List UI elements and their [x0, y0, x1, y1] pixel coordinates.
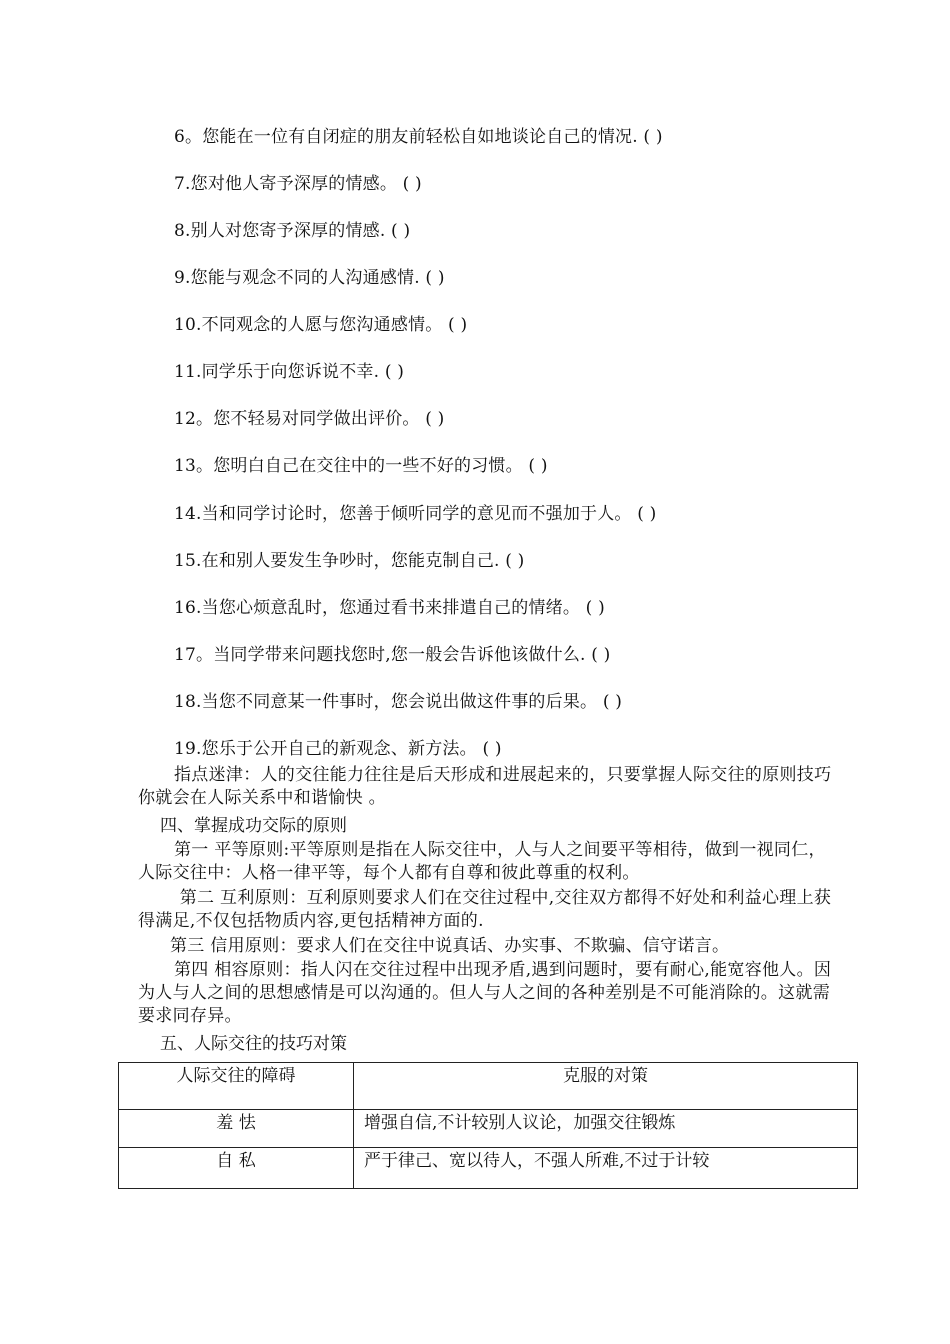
question-17: 17。当同学带来问题找您时,您一般会告诉他该做什么. ( ): [174, 645, 611, 665]
principle-3: [138, 935, 838, 958]
question-19: 19.您乐于公开自己的新观念、新方法。 ( ): [174, 739, 502, 759]
guidance-text: 指点迷津：人的交往能力往往是后天形成和进展起来的，只要掌握人际交往的原则技巧你就会在人际关系中和谐愉快 。: [138, 765, 832, 808]
strategy-cell: 严于律己、宽以待人，不强人所难,不过于计较: [354, 1148, 858, 1189]
table-row: [119, 1110, 858, 1148]
obstacle-cell: 自 私: [119, 1148, 354, 1189]
table-row: [119, 1148, 858, 1189]
question-12: 12。您不轻易对同学做出评价。 ( ): [174, 409, 445, 429]
question-9: 9.您能与观念不同的人沟通感情. ( ): [174, 268, 445, 288]
principle-3-text: 第三 信用原则：要求人们在交往中说真话、办实事、不欺骗、信守诺言。: [170, 936, 730, 956]
obstacle-cell: 羞 怯: [119, 1110, 354, 1148]
question-14: 14.当和同学讨论时，您善于倾听同学的意见而不强加于人。 ( ): [174, 504, 657, 524]
guidance-paragraph: [138, 764, 838, 810]
principle-2-text: 第二 互利原则：互利原则要求人们在交往过程中,交往双方都得不好处和利益心理上获得满足,不仅包括物质内容,更包括精神方面的.: [138, 888, 832, 931]
strategy-cell: 增强自信,不计较别人议论，加强交往锻炼: [354, 1110, 858, 1148]
question-6: 6。您能在一位有自闭症的朋友前轻松自如地谈论自己的情况. ( ): [174, 127, 663, 147]
section-4-heading: 四、掌握成功交际的原则: [160, 816, 347, 836]
table-header-row: [119, 1063, 858, 1110]
principle-2: [138, 887, 838, 933]
principle-4-text: 第四 相容原则：指人闪在交往过程中出现矛盾,遇到问题时，要有耐心,能宽容他人。因为人与人之间的思想感情是可以沟通的。但人与人之间的各种差别是不可能消除的。这就需要求同存异。: [138, 960, 832, 1026]
header-obstacle: 人际交往的障碍: [119, 1063, 354, 1110]
principle-1-text: 第一 平等原则:平等原则是指在人际交往中，人与人之间要平等相待，做到一视同仁，人际交往中：人格一律平等，每个人都有自尊和彼此尊重的权利。: [138, 840, 826, 883]
question-13: 13。您明白自己在交往中的一些不好的习惯。 ( ): [174, 456, 548, 476]
principle-1: [138, 839, 838, 885]
question-15: 15.在和别人要发生争吵时，您能克制自己. ( ): [174, 551, 525, 571]
question-8: 8.别人对您寄予深厚的情感. ( ): [174, 221, 411, 241]
question-18: 18.当您不同意某一件事时，您会说出做这件事的后果。 ( ): [174, 692, 623, 712]
tactics-table: [118, 1062, 858, 1189]
principle-4: [138, 959, 838, 1028]
question-7: 7.您对他人寄予深厚的情感。 ( ): [174, 174, 422, 194]
question-16: 16.当您心烦意乱时，您通过看书来排遣自己的情绪。 ( ): [174, 598, 605, 618]
question-11: 11.同学乐于向您诉说不幸. ( ): [174, 362, 405, 382]
section-5-heading: 五、人际交往的技巧对策: [160, 1034, 347, 1054]
question-10: 10.不同观念的人愿与您沟通感情。 ( ): [174, 315, 468, 335]
header-strategy: 克服的对策: [354, 1063, 858, 1110]
